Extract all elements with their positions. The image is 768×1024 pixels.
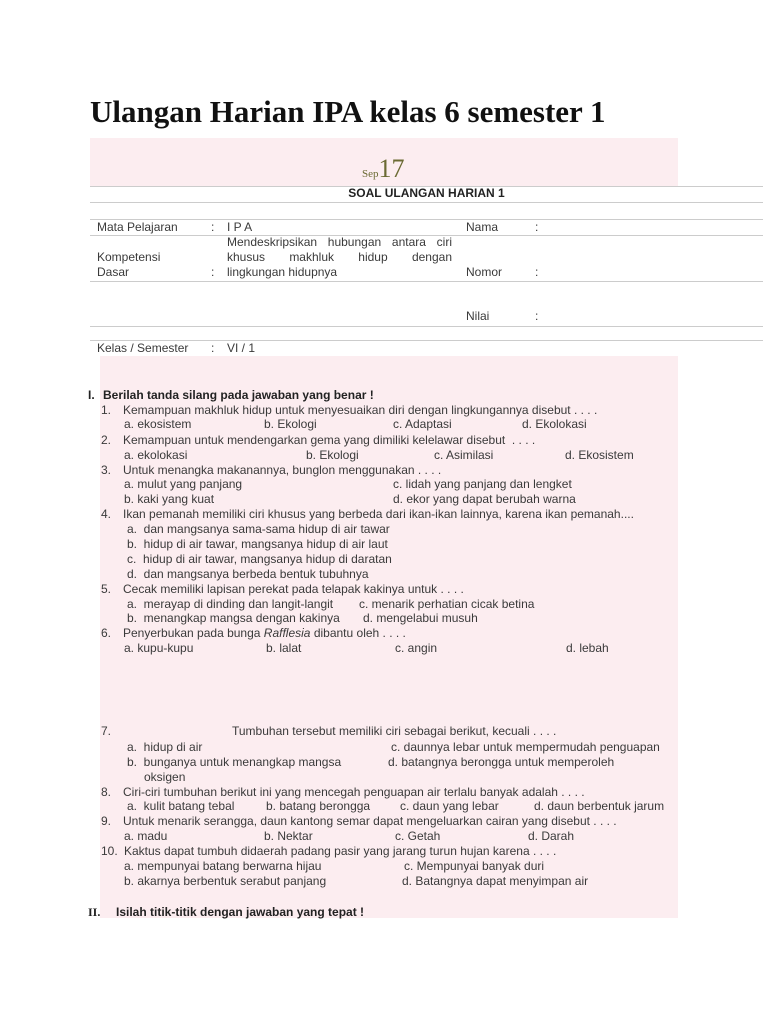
competence-value-line-1: Mendeskripsikan hubungan antara ciri — [227, 235, 452, 249]
table-rule — [90, 202, 763, 203]
question-2-option-d: d. Ekosistem — [565, 448, 634, 462]
question-7-option-a: a. hidup di air — [127, 740, 203, 754]
question-1-number: 1. — [101, 403, 112, 417]
number-label: Nomor — [466, 265, 503, 279]
table-rule — [90, 326, 763, 327]
question-1-option-c: c. Adaptasi — [393, 417, 452, 431]
section-2-numeral: II. — [88, 905, 101, 919]
question-8-option-b: b. batang berongga — [266, 799, 371, 813]
competence-label-line-2: Dasar — [97, 265, 130, 279]
question-6-option-d: d. lebah — [566, 641, 609, 655]
question-10-option-c: c. Mempunyai banyak duri — [404, 859, 545, 873]
question-8-number: 8. — [101, 785, 112, 799]
question-6-text-species: Rafflesia — [263, 626, 311, 640]
question-3-option-c: c. lidah yang panjang dan lengket — [393, 477, 572, 491]
question-7-text: Tumbuhan tersebut memiliki ciri sebagai berikut, kecuali . . . . — [232, 724, 557, 738]
competence-label-line-1: Kompetensi — [97, 250, 161, 264]
question-10-text: Kaktus dapat tumbuh didaerah padang pasir yang jarang turun hujan karena . . . . — [124, 844, 557, 858]
competence-value-line-3: lingkungan hidupnya — [227, 265, 338, 279]
question-6-text-before: Penyerbukan pada bunga — [123, 626, 264, 640]
question-10-option-b: b. akarnya berbentuk serabut panjang — [124, 874, 327, 888]
question-4-option-c: c. hidup di air tawar, mangsanya hidup di daratan — [127, 552, 392, 566]
question-5-option-a: a. merayap di dinding dan langit-langit — [127, 597, 334, 611]
question-9-number: 9. — [101, 814, 112, 828]
question-7-option-c: c. daunnya lebar untuk mempermudah penguapan — [391, 740, 660, 754]
question-3-number: 3. — [101, 463, 112, 477]
question-2-number: 2. — [101, 433, 112, 447]
question-4-option-d: d. dan mangsanya berbeda bentuk tubuhnya — [127, 567, 369, 581]
question-8-option-d: d. daun berbentuk jarum — [534, 799, 665, 813]
question-7-option-b: b. bunganya untuk menangkap mangsa — [127, 755, 342, 769]
table-rule — [90, 281, 763, 282]
question-9-text: Untuk menarik serangga, daun kantong semar dapat mengeluarkan cairan yang disebut . . . . — [123, 814, 617, 828]
question-6-text-after: dibantu oleh . . . . — [310, 626, 406, 640]
question-2-option-a: a. ekolokasi — [124, 448, 188, 462]
subject-value: I P A — [227, 220, 253, 234]
class-semester-value: VI / 1 — [227, 341, 256, 355]
question-4-option-a: a. dan mangsanya sama-sama hidup di air tawar — [127, 522, 390, 536]
question-2-text: Kemampuan untuk mendengarkan gema yang dimiliki kelelawar disebut . . . . — [123, 433, 536, 447]
question-1-option-b: b. Ekologi — [264, 417, 317, 431]
post-date — [362, 154, 405, 189]
question-10-option-a: a. mempunyai batang berwarna hijau — [124, 859, 322, 873]
question-7-option-d: d. batangnya berongga untuk memperoleh — [388, 755, 615, 769]
question-5-option-d: d. mengelabui musuh — [363, 611, 478, 625]
question-8-option-a: a. kulit batang tebal — [127, 799, 235, 813]
section-1-numeral: I. — [88, 388, 95, 402]
question-10-number: 10. — [101, 844, 118, 858]
question-10-option-d: d. Batangnya dapat menyimpan air — [402, 874, 589, 888]
question-5-text: Cecak memiliki lapisan perekat pada telapak kakinya untuk . . . . — [123, 582, 464, 596]
subject-colon: : — [211, 220, 215, 234]
question-2-option-c: c. Asimilasi — [434, 448, 494, 462]
question-5-number: 5. — [101, 582, 112, 596]
question-9-option-d: d. Darah — [528, 829, 575, 843]
question-6-text — [123, 626, 406, 640]
question-4-number: 4. — [101, 507, 112, 521]
class-semester-colon: : — [211, 341, 215, 355]
question-4-text: Ikan pemanah memiliki ciri khusus yang berbeda dari ikan-ikan lainnya, karena ikan pemanah.... — [123, 507, 634, 521]
question-3-text: Untuk menangka makanannya, bunglon menggunakan . . . . — [123, 463, 442, 477]
question-4-option-b: b. hidup di air tawar, mangsanya hidup di air laut — [127, 537, 388, 551]
question-8-option-c: c. daun yang lebar — [400, 799, 499, 813]
question-6-option-c: c. angin — [395, 641, 438, 655]
question-9-option-a: a. madu — [124, 829, 168, 843]
question-3-option-d: d. ekor yang dapat berubah warna — [393, 492, 576, 506]
question-1-text: Kemampuan makhluk hidup untuk menyesuaikan diri dengan lingkungannya disebut . . . . — [123, 403, 598, 417]
post-date-day: 17 — [378, 154, 405, 183]
question-9-option-b: b. Nektar — [264, 829, 313, 843]
document-title: Ulangan Harian IPA kelas 6 semester 1 — [90, 94, 606, 129]
section-1-instruction: Berilah tanda silang pada jawaban yang benar ! — [103, 388, 374, 402]
table-rule — [90, 219, 763, 220]
class-semester-label: Kelas / Semester — [97, 341, 189, 355]
question-3-option-a: a. mulut yang panjang — [124, 477, 243, 491]
question-2-option-b: b. Ekologi — [306, 448, 359, 462]
question-7-number: 7. — [101, 724, 112, 738]
name-label: Nama — [466, 220, 499, 234]
sheet-heading: SOAL ULANGAN HARIAN 1 — [348, 186, 505, 200]
table-rule — [90, 340, 763, 341]
score-colon: : — [535, 309, 539, 323]
subject-label: Mata Pelajaran — [97, 220, 178, 234]
question-9-option-c: c. Getah — [395, 829, 441, 843]
question-6-number: 6. — [101, 626, 112, 640]
number-colon: : — [535, 265, 539, 279]
competence-colon: : — [211, 265, 215, 279]
question-6-option-b: b. lalat — [266, 641, 302, 655]
question-8-text: Ciri-ciri tumbuhan berikut ini yang mencegah penguapan air terlalu banyak adalah . . . . — [123, 785, 585, 799]
question-7-option-d-continued: oksigen — [144, 770, 186, 784]
question-3-option-b: b. kaki yang kuat — [124, 492, 215, 506]
question-1-option-d: d. Ekolokasi — [522, 417, 587, 431]
competence-value-line-2: khusus makhluk hidup dengan — [227, 250, 452, 264]
score-label: Nilai — [466, 309, 490, 323]
question-5-option-c: c. menarik perhatian cicak betina — [359, 597, 535, 611]
post-date-month: Sep — [362, 168, 379, 180]
question-5-option-b: b. menangkap mangsa dengan kakinya — [127, 611, 340, 625]
section-2-instruction: Isilah titik-titik dengan jawaban yang tepat ! — [116, 905, 365, 919]
question-1-option-a: a. ekosistem — [124, 417, 192, 431]
question-6-option-a: a. kupu-kupu — [124, 641, 194, 655]
name-colon: : — [535, 220, 539, 234]
